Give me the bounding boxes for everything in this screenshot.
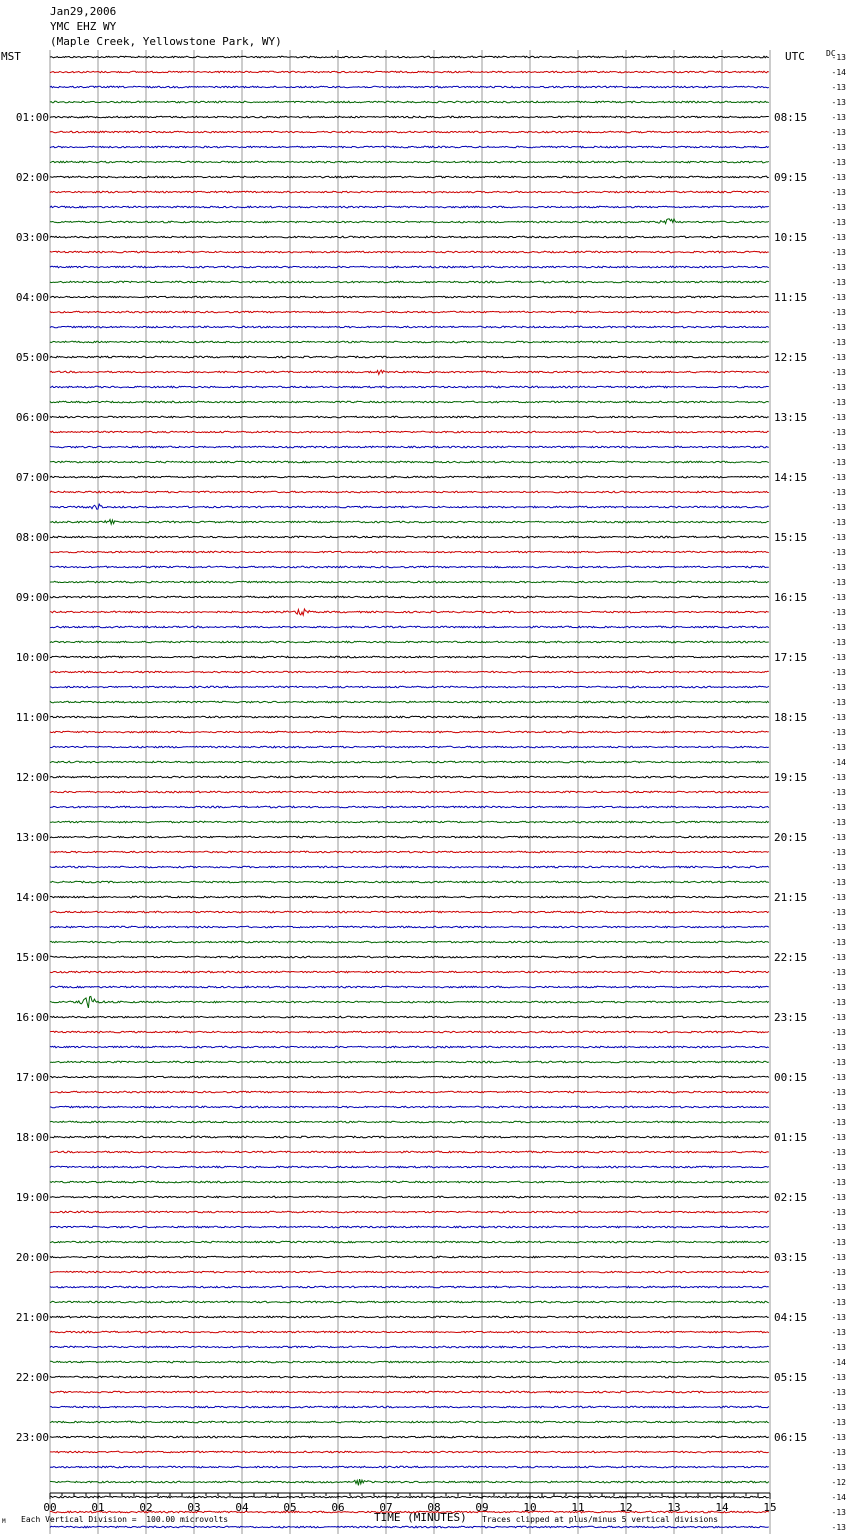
dc-offset-label: -13 bbox=[831, 143, 846, 152]
trace-32 bbox=[50, 536, 769, 538]
trace-26 bbox=[50, 446, 769, 448]
dc-offset-label: -13 bbox=[831, 1013, 846, 1022]
trace-60 bbox=[50, 956, 769, 958]
trace-10 bbox=[50, 206, 769, 208]
dc-offset-label: -13 bbox=[831, 788, 846, 797]
left-hour-label: 03:00 bbox=[15, 231, 49, 244]
dc-offset-label: -13 bbox=[831, 428, 846, 437]
x-tick-label: 01 bbox=[91, 1501, 105, 1514]
trace-group bbox=[50, 56, 769, 1534]
trace-49 bbox=[50, 791, 769, 793]
trace-78 bbox=[50, 1226, 769, 1228]
station-label: YMC EHZ WY bbox=[50, 20, 117, 33]
trace-59 bbox=[50, 941, 769, 943]
trace-15 bbox=[50, 281, 769, 283]
trace-25 bbox=[50, 431, 769, 433]
right-hour-label: 20:15 bbox=[774, 831, 808, 844]
dc-offset-label: -13 bbox=[831, 668, 846, 677]
right-timezone-label: UTC bbox=[785, 50, 805, 63]
right-hour-label: 15:15 bbox=[774, 531, 808, 544]
dc-offset-label: -13 bbox=[831, 1328, 846, 1337]
trace-46 bbox=[50, 746, 769, 748]
left-hour-label: 14:00 bbox=[15, 891, 49, 904]
dc-offset-label: -14 bbox=[831, 1493, 846, 1502]
dc-offset-label: -13 bbox=[831, 218, 846, 227]
left-hour-label: 19:00 bbox=[15, 1191, 49, 1204]
dc-offset-label: -13 bbox=[831, 503, 846, 512]
trace-61 bbox=[50, 971, 769, 973]
right-hour-label: 11:15 bbox=[774, 291, 808, 304]
trace-63 bbox=[50, 996, 769, 1008]
dc-offset-label: -13 bbox=[831, 1403, 846, 1412]
trace-91 bbox=[50, 1421, 769, 1423]
trace-20 bbox=[50, 356, 769, 358]
dc-offset-label: -13 bbox=[831, 983, 846, 992]
dc-offset-label: -13 bbox=[831, 158, 846, 167]
left-hour-label: 12:00 bbox=[15, 771, 49, 784]
trace-70 bbox=[50, 1106, 769, 1108]
left-hour-label: 13:00 bbox=[15, 831, 49, 844]
x-tick-label: 04 bbox=[235, 1501, 249, 1514]
dc-offset-label: -14 bbox=[831, 68, 846, 77]
right-hour-label: 18:15 bbox=[774, 711, 808, 724]
dc-offset-label: -13 bbox=[831, 1298, 846, 1307]
dc-offset-label: -13 bbox=[831, 1043, 846, 1052]
dc-offset-label: -13 bbox=[831, 608, 846, 617]
location-label: (Maple Creek, Yellowstone Park, WY) bbox=[50, 35, 282, 48]
trace-74 bbox=[50, 1166, 769, 1168]
dc-offset-label: -13 bbox=[831, 98, 846, 107]
dc-offset-label: -13 bbox=[831, 998, 846, 1007]
trace-22 bbox=[50, 386, 769, 388]
left-hour-label: 04:00 bbox=[15, 291, 49, 304]
dc-offset-label: -13 bbox=[831, 908, 846, 917]
dc-offset-label: -13 bbox=[831, 203, 846, 212]
dc-offset-label: -13 bbox=[831, 188, 846, 197]
trace-17 bbox=[50, 311, 769, 313]
dc-offset-label: -13 bbox=[831, 533, 846, 542]
dc-offset-label: -13 bbox=[831, 1253, 846, 1262]
trace-39 bbox=[50, 641, 769, 643]
dc-offset-label: -13 bbox=[831, 1433, 846, 1442]
dc-offset-label: -13 bbox=[831, 1073, 846, 1082]
left-hour-label: 20:00 bbox=[15, 1251, 49, 1264]
trace-96 bbox=[50, 1496, 769, 1498]
trace-64 bbox=[50, 1016, 769, 1018]
left-hour-label: 05:00 bbox=[15, 351, 49, 364]
trace-85 bbox=[50, 1331, 769, 1333]
dc-offset-label: -13 bbox=[831, 1283, 846, 1292]
trace-75 bbox=[50, 1181, 769, 1183]
trace-55 bbox=[50, 881, 769, 883]
dc-offset-label: -13 bbox=[831, 1343, 846, 1352]
dc-offset-label: -13 bbox=[831, 368, 846, 377]
dc-offset-label: -13 bbox=[831, 1178, 846, 1187]
dc-offset-label: -13 bbox=[831, 878, 846, 887]
trace-90 bbox=[50, 1406, 769, 1408]
left-hour-label: 16:00 bbox=[15, 1011, 49, 1024]
x-tick-label: 06 bbox=[331, 1501, 345, 1514]
dc-offset-label: -13 bbox=[831, 338, 846, 347]
trace-89 bbox=[50, 1391, 769, 1393]
trace-1 bbox=[50, 71, 769, 73]
dc-offset-label: -13 bbox=[831, 1103, 846, 1112]
dc-offset-label: -13 bbox=[831, 1088, 846, 1097]
left-hour-label: 11:00 bbox=[15, 711, 49, 724]
dc-offset-label: -13 bbox=[831, 698, 846, 707]
trace-54 bbox=[50, 866, 769, 868]
trace-29 bbox=[50, 491, 769, 493]
right-hour-label: 08:15 bbox=[774, 111, 808, 124]
dc-offset-label: -13 bbox=[831, 773, 846, 782]
dc-offset-label: -13 bbox=[831, 1238, 846, 1247]
trace-77 bbox=[50, 1211, 769, 1213]
trace-6 bbox=[50, 146, 769, 148]
dc-offset-label: -13 bbox=[831, 263, 846, 272]
right-hour-label: 22:15 bbox=[774, 951, 808, 964]
trace-13 bbox=[50, 251, 769, 253]
dc-offset-label: -13 bbox=[831, 1418, 846, 1427]
x-tick-label: 11 bbox=[571, 1501, 585, 1514]
dc-offset-label: -13 bbox=[831, 623, 846, 632]
right-hour-label: 09:15 bbox=[774, 171, 808, 184]
dc-offset-label: -13 bbox=[831, 1028, 846, 1037]
dc-offset-label: -13 bbox=[831, 803, 846, 812]
dc-offset-label: -13 bbox=[831, 713, 846, 722]
dc-offset-label: -13 bbox=[831, 1268, 846, 1277]
dc-offset-label: -13 bbox=[831, 473, 846, 482]
dc-offset-label: -13 bbox=[831, 923, 846, 932]
trace-83 bbox=[50, 1301, 769, 1303]
dc-offset-label: -13 bbox=[831, 968, 846, 977]
dc-offset-label: -13 bbox=[831, 743, 846, 752]
trace-36 bbox=[50, 596, 769, 598]
trace-72 bbox=[50, 1136, 769, 1138]
right-hour-label: 02:15 bbox=[774, 1191, 808, 1204]
dc-offset-label: -13 bbox=[831, 683, 846, 692]
dc-offset-label: -13 bbox=[831, 248, 846, 257]
trace-52 bbox=[50, 836, 769, 838]
right-hour-label: 19:15 bbox=[774, 771, 808, 784]
trace-37 bbox=[50, 609, 769, 615]
trace-0 bbox=[50, 56, 769, 58]
dc-offset-label: -13 bbox=[831, 818, 846, 827]
right-hour-label: 17:15 bbox=[774, 651, 808, 664]
dc-offset-label: -14 bbox=[831, 758, 846, 767]
trace-56 bbox=[50, 896, 769, 898]
trace-35 bbox=[50, 581, 769, 583]
trace-73 bbox=[50, 1151, 769, 1153]
left-hour-label: 22:00 bbox=[15, 1371, 49, 1384]
right-hour-label: 16:15 bbox=[774, 591, 808, 604]
dc-offset-label: -13 bbox=[831, 1193, 846, 1202]
trace-57 bbox=[50, 911, 769, 913]
dc-offset-label: -13 bbox=[831, 1208, 846, 1217]
dc-offset-label: -13 bbox=[831, 293, 846, 302]
dc-offset-label: -13 bbox=[831, 308, 846, 317]
x-tick-label: 15 bbox=[763, 1501, 777, 1514]
left-timezone-label: MST bbox=[1, 50, 21, 63]
trace-68 bbox=[50, 1076, 769, 1078]
trace-62 bbox=[50, 986, 769, 988]
left-hour-label: 23:00 bbox=[15, 1431, 49, 1444]
right-hour-label: 03:15 bbox=[774, 1251, 808, 1264]
trace-38 bbox=[50, 626, 769, 628]
dc-offset-label: -14 bbox=[831, 1358, 846, 1367]
trace-67 bbox=[50, 1061, 769, 1063]
dc-offset-label: -13 bbox=[831, 1163, 846, 1172]
right-hour-label: 05:15 bbox=[774, 1371, 808, 1384]
trace-82 bbox=[50, 1286, 769, 1288]
trace-50 bbox=[50, 806, 769, 808]
dc-offset-label: -13 bbox=[831, 413, 846, 422]
dc-offset-label: -13 bbox=[831, 353, 846, 362]
trace-30 bbox=[50, 504, 769, 509]
trace-76 bbox=[50, 1196, 769, 1198]
trace-8 bbox=[50, 176, 769, 178]
dc-offset-label: -13 bbox=[831, 1508, 846, 1517]
right-hour-label: 14:15 bbox=[774, 471, 808, 484]
date-label: Jan29,2006 bbox=[50, 5, 117, 18]
x-tick-label: 05 bbox=[283, 1501, 297, 1514]
trace-19 bbox=[50, 341, 769, 343]
trace-87 bbox=[50, 1361, 769, 1363]
right-hour-label: 01:15 bbox=[774, 1131, 808, 1144]
trace-45 bbox=[50, 731, 769, 733]
right-hour-label: 04:15 bbox=[774, 1311, 808, 1324]
trace-7 bbox=[50, 161, 769, 163]
dc-offset-label: -13 bbox=[831, 1448, 846, 1457]
left-hour-label: 02:00 bbox=[15, 171, 49, 184]
left-hour-label: 10:00 bbox=[15, 651, 49, 664]
x-tick-label: 13 bbox=[667, 1501, 681, 1514]
trace-79 bbox=[50, 1241, 769, 1243]
x-tick-label: 03 bbox=[187, 1501, 201, 1514]
trace-5 bbox=[50, 131, 769, 133]
trace-2 bbox=[50, 86, 769, 88]
left-hour-label: 01:00 bbox=[15, 111, 49, 124]
left-hour-label: 08:00 bbox=[15, 531, 49, 544]
x-tick-label: 02 bbox=[139, 1501, 153, 1514]
dc-offset-label: -13 bbox=[831, 728, 846, 737]
dc-offset-label: -13 bbox=[831, 128, 846, 137]
left-hour-label: 17:00 bbox=[15, 1071, 49, 1084]
trace-66 bbox=[50, 1046, 769, 1048]
trace-94 bbox=[50, 1466, 769, 1468]
dc-offset-label: -13 bbox=[831, 1118, 846, 1127]
dc-offset-label: -13 bbox=[831, 593, 846, 602]
left-hour-label: 21:00 bbox=[15, 1311, 49, 1324]
trace-16 bbox=[50, 296, 769, 298]
x-tick-label: 09 bbox=[475, 1501, 489, 1514]
dc-offset-label: -13 bbox=[831, 638, 846, 647]
left-hour-label: 07:00 bbox=[15, 471, 49, 484]
trace-21 bbox=[50, 370, 769, 374]
trace-58 bbox=[50, 926, 769, 928]
dc-offset-label: -13 bbox=[831, 848, 846, 857]
trace-14 bbox=[50, 266, 769, 268]
x-axis-title: TIME (MINUTES) bbox=[374, 1511, 467, 1524]
dc-offset-label: -13 bbox=[831, 548, 846, 557]
dc-offset-label: -13 bbox=[831, 1223, 846, 1232]
dc-label: DC bbox=[826, 49, 836, 58]
trace-27 bbox=[50, 461, 769, 463]
trace-69 bbox=[50, 1091, 769, 1093]
trace-71 bbox=[50, 1121, 769, 1123]
right-hour-label: 00:15 bbox=[774, 1071, 808, 1084]
x-tick-label: 10 bbox=[523, 1501, 537, 1514]
dc-offset-label: -13 bbox=[831, 113, 846, 122]
trace-84 bbox=[50, 1316, 769, 1318]
trace-3 bbox=[50, 101, 769, 103]
trace-31 bbox=[50, 520, 769, 525]
dc-offset-label: -13 bbox=[831, 1388, 846, 1397]
dc-offset-label: -13 bbox=[831, 1373, 846, 1382]
dc-offset-label: -13 bbox=[831, 83, 846, 92]
trace-42 bbox=[50, 686, 769, 688]
clip-note: Traces clipped at plus/minus 5 vertical divisions bbox=[482, 1515, 719, 1524]
left-hour-label: 18:00 bbox=[15, 1131, 49, 1144]
dc-offset-label: -13 bbox=[831, 833, 846, 842]
dc-offset-label: -13 bbox=[831, 1313, 846, 1322]
corner-mark: M bbox=[2, 1518, 6, 1525]
trace-93 bbox=[50, 1451, 769, 1453]
trace-40 bbox=[50, 656, 769, 658]
dc-offset-label: -13 bbox=[831, 323, 846, 332]
dc-offset-label: -13 bbox=[831, 383, 846, 392]
scale-note: Each Vertical Division = 100.00 microvolts bbox=[21, 1515, 229, 1524]
trace-9 bbox=[50, 191, 769, 193]
trace-98 bbox=[50, 1526, 769, 1528]
dc-offset-label: -13 bbox=[831, 173, 846, 182]
dc-offset-label: -13 bbox=[831, 938, 846, 947]
trace-86 bbox=[50, 1346, 769, 1348]
trace-88 bbox=[50, 1376, 769, 1378]
dc-offset-label: -12 bbox=[831, 1478, 846, 1487]
dc-offset-label: -13 bbox=[831, 953, 846, 962]
trace-92 bbox=[50, 1436, 769, 1438]
dc-offset-label: -13 bbox=[831, 563, 846, 572]
dc-offset-label: -13 bbox=[831, 443, 846, 452]
trace-48 bbox=[50, 776, 769, 778]
right-hour-label: 21:15 bbox=[774, 891, 808, 904]
dc-offset-label: -13 bbox=[831, 278, 846, 287]
trace-23 bbox=[50, 401, 769, 403]
trace-81 bbox=[50, 1271, 769, 1273]
dc-offset-label: -13 bbox=[831, 653, 846, 662]
left-hour-label: 06:00 bbox=[15, 411, 49, 424]
dc-offset-label: -13 bbox=[831, 458, 846, 467]
dc-offset-label: -13 bbox=[831, 488, 846, 497]
trace-4 bbox=[50, 116, 769, 118]
trace-44 bbox=[50, 716, 769, 718]
dc-offset-label: -13 bbox=[831, 863, 846, 872]
trace-12 bbox=[50, 236, 769, 238]
right-hour-label: 23:15 bbox=[774, 1011, 808, 1024]
right-hour-label: 13:15 bbox=[774, 411, 808, 424]
dc-offset-label: -13 bbox=[831, 1148, 846, 1157]
trace-34 bbox=[50, 566, 769, 568]
left-hour-label: 09:00 bbox=[15, 591, 49, 604]
dc-offset-label: -13 bbox=[831, 1523, 846, 1532]
trace-41 bbox=[50, 671, 769, 673]
x-tick-label: 14 bbox=[715, 1501, 729, 1514]
trace-28 bbox=[50, 476, 769, 478]
left-hour-label: 15:00 bbox=[15, 951, 49, 964]
trace-80 bbox=[50, 1256, 769, 1258]
right-hour-label: 12:15 bbox=[774, 351, 808, 364]
dc-offset-label: -13 bbox=[831, 1058, 846, 1067]
x-tick-label: 00 bbox=[43, 1501, 57, 1514]
dc-offset-label: -13 bbox=[831, 518, 846, 527]
x-tick-label: 08 bbox=[427, 1501, 441, 1514]
dc-offset-label: -13 bbox=[831, 233, 846, 242]
x-tick-label: 12 bbox=[619, 1501, 633, 1514]
trace-95 bbox=[50, 1479, 769, 1485]
dc-offset-label: -13 bbox=[831, 893, 846, 902]
trace-18 bbox=[50, 326, 769, 328]
dc-offset-label: -13 bbox=[831, 398, 846, 407]
trace-65 bbox=[50, 1031, 769, 1033]
trace-53 bbox=[50, 851, 769, 853]
right-hour-label: 10:15 bbox=[774, 231, 808, 244]
trace-11 bbox=[50, 219, 769, 224]
dc-offset-label: -13 bbox=[831, 1133, 846, 1142]
trace-47 bbox=[50, 761, 769, 763]
dc-offset-label: -13 bbox=[831, 53, 846, 62]
trace-43 bbox=[50, 701, 769, 703]
x-tick-label: 07 bbox=[379, 1501, 393, 1514]
trace-51 bbox=[50, 821, 769, 823]
right-hour-label: 06:15 bbox=[774, 1431, 808, 1444]
trace-33 bbox=[50, 551, 769, 553]
dc-offset-label: -13 bbox=[831, 1463, 846, 1472]
dc-offset-label: -13 bbox=[831, 578, 846, 587]
trace-24 bbox=[50, 416, 769, 418]
